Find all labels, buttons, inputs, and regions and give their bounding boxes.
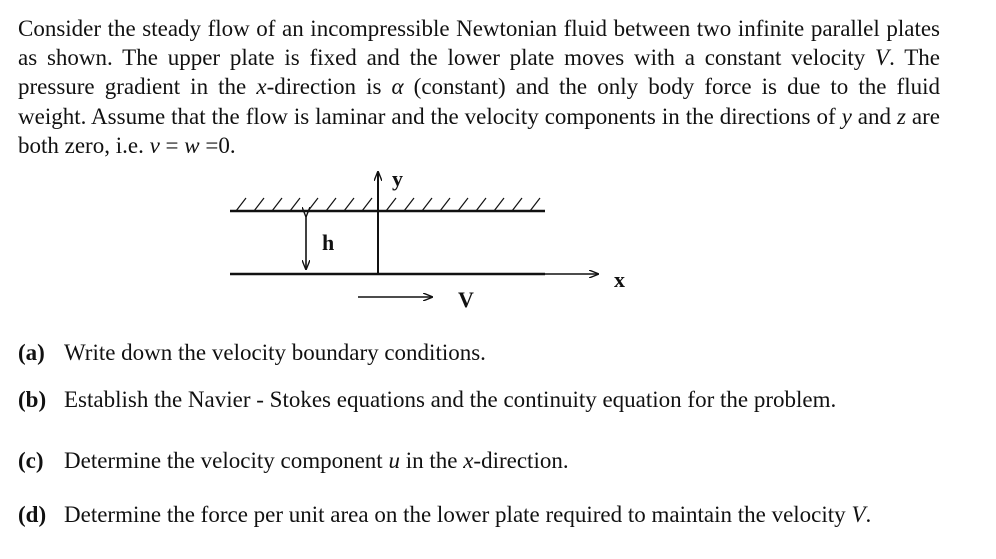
part-a [18,339,486,367]
part-b-tag: (b) [18,387,47,412]
part-d-text: Determine the force per unit area on the lower plate required to maintain the velocity V. [64,502,872,527]
part-a-text: Write down the velocity boundary conditions. [64,340,486,365]
gap-height-label: h [322,230,335,255]
part-d-tag: (d) [18,502,47,527]
part-b-text: Establish the Navier - Stokes equations and the continuity equation for the problem. [64,387,837,412]
parallel-plates-diagram [0,160,996,320]
part-d [18,501,871,529]
part-c-tag: (c) [18,448,44,473]
part-a-tag: (a) [18,340,45,365]
x-axis-label: x [614,267,625,292]
plate-hatching [236,198,540,211]
y-axis-label: y [392,166,403,191]
part-c [18,447,569,475]
problem-statement: Consider the steady flow of an incompressible Newtonian fluid between two infinite parallel plates as shown. The upper plate is fixed and the lower plate moves with a constant velocity V. The pressure gradient in the x-direction is α (constant) and the only body force is due to the fluid weight. Assume that the flow is laminar and the velocity components in the directions of y and z are both zero, i.e. v = w =0. [18,16,941,158]
velocity-label: V [458,287,474,312]
part-b [18,386,836,414]
part-c-text: Determine the velocity component u in the x-direction. [64,448,569,473]
